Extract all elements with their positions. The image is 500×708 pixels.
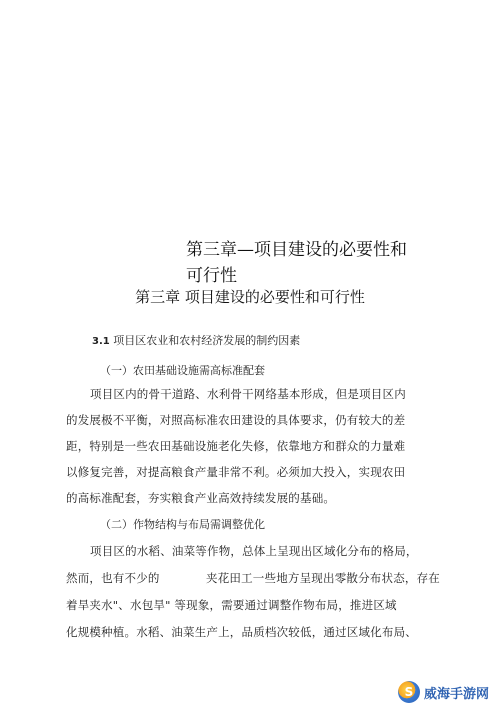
- chapter-subtitle: 第三章 项目建设的必要性和可行性: [135, 288, 365, 306]
- chapter-title-large: [186, 237, 426, 289]
- section-title: 项目区农业和农村经济发展的制约因素: [109, 334, 301, 347]
- paragraph-line: 化规模种植。水稻、油菜生产上，品质档次较低，通过区域化布局、: [66, 625, 417, 639]
- sub-heading-1: （一）农田基础设施需高标准配套: [100, 364, 265, 377]
- section-heading-3-1: [92, 332, 300, 348]
- section-number: 3.1: [92, 336, 110, 347]
- chapter-title-line1: 第三章—项目建设的必要性和: [186, 240, 407, 260]
- paragraph-line: 夹花田工一些地方呈现出零散分布状态，存在: [206, 571, 440, 585]
- paragraph-line: 然而，也有不少的: [66, 571, 160, 585]
- paragraph-line: 项目区的水稻、油菜等作物，总体上呈现出区域化分布的格局，: [90, 544, 418, 558]
- paragraph-line: 以修复完善，对提高粮食产量非常不利。必须加大投入，实现农田: [66, 465, 406, 479]
- watermark-logo-icon: S: [398, 681, 420, 703]
- paragraph-line: 距，特别是一些农田基础设施老化失修，依靠地方和群众的力量难: [66, 439, 406, 453]
- paragraph-line: 的高标准配套，夯实粮食产业高效持续发展的基础。: [66, 491, 336, 505]
- chapter-title-line2: 可行性: [186, 266, 237, 286]
- paragraph-line: 的发展极不平衡，对照高标准农田建设的具体要求，仍有较大的差: [66, 413, 406, 427]
- watermark: [398, 680, 498, 704]
- paragraph-line: 着旱夹水"、水包旱" 等现象，需要通过调整作物布局，推进区域: [66, 598, 397, 612]
- watermark-text: 威海手游网: [424, 686, 490, 702]
- paragraph-line: 项目区内的骨干道路、水利骨干网络基本形成，但是项目区内: [90, 387, 406, 401]
- sub-heading-2: （二）作物结构与布局需调整优化: [100, 518, 265, 531]
